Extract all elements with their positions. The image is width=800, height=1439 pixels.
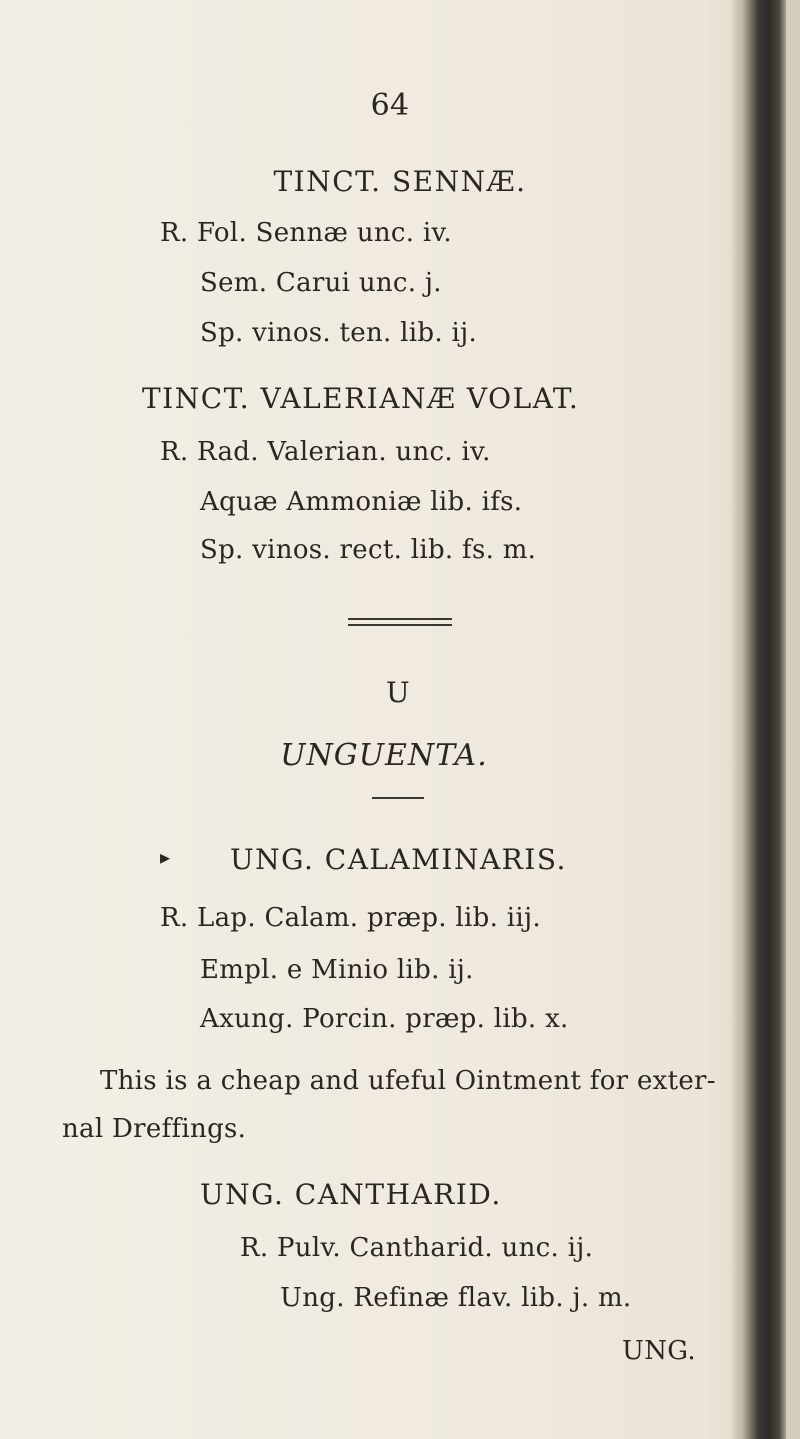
section-title-tinct-valerianae: TINCT. VALERIANÆ VOLAT. <box>142 382 580 415</box>
note-text: This is a cheap and ufeful Ointment for exter- <box>100 1066 716 1096</box>
chapter-heading: UNGUENTA. <box>280 738 488 773</box>
section-title-ung-calaminaris: UNG. CALAMINARIS. <box>230 843 567 876</box>
recipe-line: Sem. Carui unc. j. <box>200 268 442 298</box>
page-number: 64 <box>370 88 410 123</box>
recipe-line: Sp. vinos. rect. lib. fs. m. <box>200 535 537 565</box>
recipe-line: R. Lap. Calam. præp. lib. iij. <box>160 903 541 933</box>
recipe-line: R. Fol. Sennæ unc. iv. <box>160 218 452 248</box>
note-text: nal Dreffings. <box>62 1114 247 1144</box>
catchword: UNG. <box>622 1336 696 1366</box>
section-title-tinct-sennae: TINCT. SENNÆ. <box>273 165 527 198</box>
recipe-line: Aquæ Ammoniæ lib. ifs. <box>200 487 523 517</box>
page-edge <box>786 0 800 1439</box>
recipe-line: R. Rad. Valerian. unc. iv. <box>160 437 491 467</box>
recipe-line: Axung. Porcin. præp. lib. x. <box>200 1004 569 1034</box>
recipe-line: R. Pulv. Cantharid. unc. ij. <box>240 1233 594 1263</box>
recipe-line: Sp. vinos. ten. lib. ij. <box>200 318 478 348</box>
recipe-line: Empl. e Minio lib. ij. <box>200 955 474 985</box>
recipe-line: Ung. Refinæ flav. lib. j. m. <box>280 1283 632 1313</box>
section-title-ung-cantharid: UNG. CANTHARID. <box>200 1178 502 1211</box>
signature-mark: U <box>386 676 410 709</box>
heading-rule <box>372 797 424 799</box>
marginal-mark: ▸ <box>160 845 171 869</box>
section-divider <box>348 618 452 626</box>
